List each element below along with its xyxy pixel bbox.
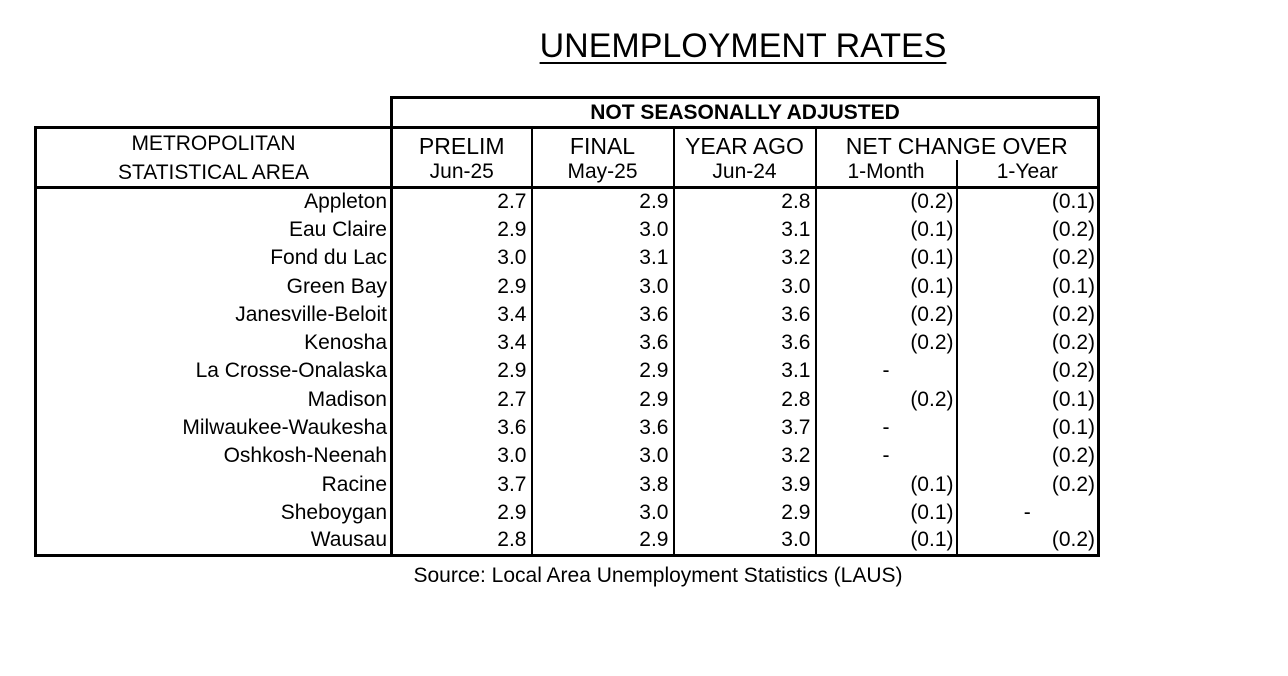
area-cell: Madison xyxy=(36,386,392,414)
prelim-cell: 3.4 xyxy=(392,301,532,329)
area-cell: Milwaukee-Waukesha xyxy=(36,414,392,442)
prelim-cell: 3.6 xyxy=(392,414,532,442)
final-cell: 3.1 xyxy=(532,244,674,272)
column-header-year-ago: YEAR AGO xyxy=(674,128,816,160)
year-ago-cell: 3.9 xyxy=(674,470,816,498)
area-cell: Sheboygan xyxy=(36,499,392,527)
column-subheader-1-month: 1-Month xyxy=(816,160,957,188)
change-1-month-cell: - xyxy=(816,414,957,442)
column-subheader-final: May-25 xyxy=(532,160,674,188)
change-1-year-cell: (0.2) xyxy=(957,470,1099,498)
prelim-cell: 2.8 xyxy=(392,527,532,555)
final-cell: 3.6 xyxy=(532,414,674,442)
final-cell: 2.9 xyxy=(532,357,674,385)
table-row xyxy=(36,216,1099,244)
table-row xyxy=(36,499,1099,527)
area-cell: Green Bay xyxy=(36,272,392,300)
final-cell: 2.9 xyxy=(532,527,674,555)
column-subheader-1-year: 1-Year xyxy=(957,160,1099,188)
area-cell: Oshkosh-Neenah xyxy=(36,442,392,470)
area-header-line1: METROPOLITAN xyxy=(36,128,392,160)
table-body xyxy=(36,188,1099,556)
area-cell: Appleton xyxy=(36,188,392,216)
group-header: NOT SEASONALLY ADJUSTED xyxy=(392,98,1099,128)
final-cell: 3.0 xyxy=(532,442,674,470)
year-ago-cell: 2.9 xyxy=(674,499,816,527)
prelim-cell: 2.9 xyxy=(392,357,532,385)
final-cell: 3.0 xyxy=(532,499,674,527)
page-title: UNEMPLOYMENT RATES xyxy=(539,27,947,65)
source-note: Source: Local Area Unemployment Statistics (LAUS) xyxy=(413,564,903,587)
change-1-year-cell: (0.1) xyxy=(957,386,1099,414)
unemployment-table xyxy=(34,96,1100,557)
year-ago-cell: 3.7 xyxy=(674,414,816,442)
year-ago-cell: 3.0 xyxy=(674,527,816,555)
prelim-cell: 2.9 xyxy=(392,216,532,244)
table-row xyxy=(36,470,1099,498)
area-header-line2: STATISTICAL AREA xyxy=(36,160,392,188)
year-ago-cell: 3.2 xyxy=(674,442,816,470)
year-ago-cell: 2.8 xyxy=(674,188,816,216)
year-ago-cell: 2.8 xyxy=(674,386,816,414)
final-cell: 2.9 xyxy=(532,386,674,414)
column-subheader-year-ago: Jun-24 xyxy=(674,160,816,188)
change-1-month-cell: (0.1) xyxy=(816,272,957,300)
table-row xyxy=(36,414,1099,442)
table-row xyxy=(36,188,1099,216)
prelim-cell: 2.9 xyxy=(392,499,532,527)
table-row xyxy=(36,244,1099,272)
prelim-cell: 3.0 xyxy=(392,244,532,272)
column-subheader-prelim: Jun-25 xyxy=(392,160,532,188)
year-ago-cell: 3.1 xyxy=(674,216,816,244)
change-1-year-cell: (0.2) xyxy=(957,357,1099,385)
table-row xyxy=(36,329,1099,357)
change-1-year-cell: (0.1) xyxy=(957,272,1099,300)
change-1-year-cell: (0.2) xyxy=(957,301,1099,329)
table-row xyxy=(36,272,1099,300)
column-header-net-change: NET CHANGE OVER xyxy=(816,128,1099,160)
prelim-cell: 2.7 xyxy=(392,386,532,414)
change-1-year-cell: (0.2) xyxy=(957,527,1099,555)
table-row xyxy=(36,301,1099,329)
change-1-month-cell: (0.2) xyxy=(816,386,957,414)
table-row xyxy=(36,442,1099,470)
area-cell: Wausau xyxy=(36,527,392,555)
change-1-month-cell: (0.1) xyxy=(816,244,957,272)
area-cell: La Crosse-Onalaska xyxy=(36,357,392,385)
change-1-month-cell: (0.2) xyxy=(816,329,957,357)
year-ago-cell: 3.0 xyxy=(674,272,816,300)
final-cell: 2.9 xyxy=(532,188,674,216)
change-1-month-cell: (0.1) xyxy=(816,527,957,555)
change-1-month-cell: - xyxy=(816,357,957,385)
prelim-cell: 3.0 xyxy=(392,442,532,470)
prelim-cell: 3.4 xyxy=(392,329,532,357)
column-header-final: FINAL xyxy=(532,128,674,160)
column-header-prelim: PRELIM xyxy=(392,128,532,160)
change-1-month-cell: (0.1) xyxy=(816,216,957,244)
prelim-cell: 2.7 xyxy=(392,188,532,216)
change-1-month-cell: - xyxy=(816,442,957,470)
change-1-month-cell: (0.2) xyxy=(816,188,957,216)
header-blank-cell xyxy=(36,98,392,128)
change-1-month-cell: (0.1) xyxy=(816,470,957,498)
change-1-year-cell: (0.1) xyxy=(957,414,1099,442)
year-ago-cell: 3.6 xyxy=(674,301,816,329)
area-cell: Janesville-Beloit xyxy=(36,301,392,329)
table-row xyxy=(36,386,1099,414)
year-ago-cell: 3.1 xyxy=(674,357,816,385)
change-1-month-cell: (0.1) xyxy=(816,499,957,527)
final-cell: 3.6 xyxy=(532,329,674,357)
change-1-year-cell: (0.2) xyxy=(957,329,1099,357)
final-cell: 3.8 xyxy=(532,470,674,498)
prelim-cell: 2.9 xyxy=(392,272,532,300)
final-cell: 3.0 xyxy=(532,216,674,244)
change-1-year-cell: (0.2) xyxy=(957,442,1099,470)
year-ago-cell: 3.2 xyxy=(674,244,816,272)
prelim-cell: 3.7 xyxy=(392,470,532,498)
change-1-year-cell: (0.2) xyxy=(957,244,1099,272)
final-cell: 3.0 xyxy=(532,272,674,300)
area-cell: Fond du Lac xyxy=(36,244,392,272)
table-row xyxy=(36,357,1099,385)
area-cell: Eau Claire xyxy=(36,216,392,244)
change-1-year-cell: (0.2) xyxy=(957,216,1099,244)
change-1-year-cell: - xyxy=(957,499,1099,527)
change-1-year-cell: (0.1) xyxy=(957,188,1099,216)
year-ago-cell: 3.6 xyxy=(674,329,816,357)
change-1-month-cell: (0.2) xyxy=(816,301,957,329)
table-row xyxy=(36,527,1099,555)
final-cell: 3.6 xyxy=(532,301,674,329)
area-cell: Racine xyxy=(36,470,392,498)
area-cell: Kenosha xyxy=(36,329,392,357)
